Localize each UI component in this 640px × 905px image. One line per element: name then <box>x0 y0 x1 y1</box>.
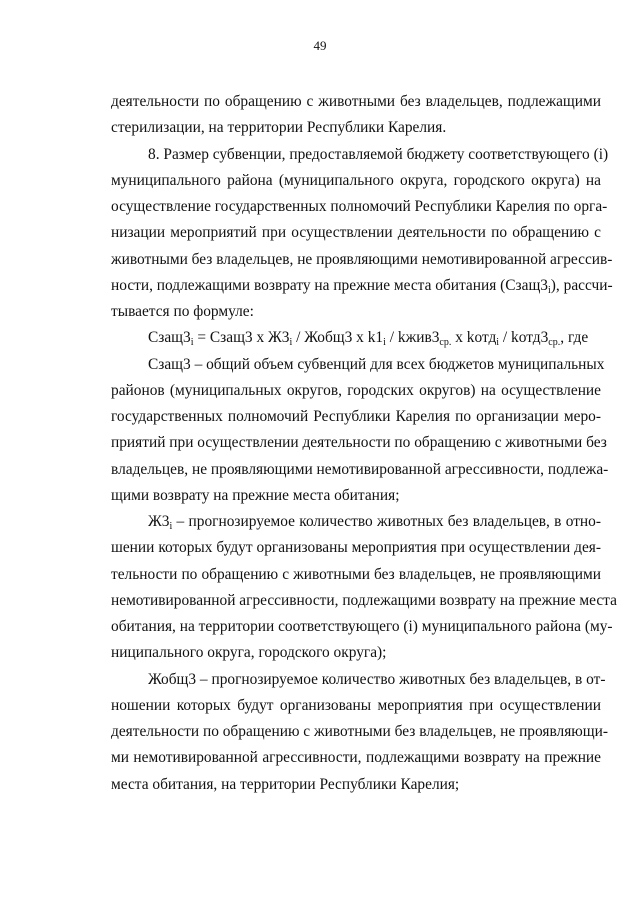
formula-part: / kотд3 <box>499 329 549 347</box>
text-line: деятельности по обращению с животными без владельцев, подлежащими <box>111 93 601 110</box>
text-fragment: ), рассчи- <box>550 276 613 294</box>
text-line: ми немотивированной агрессивности, подлежащими возврату на прежние <box>111 749 601 767</box>
text-line: животными без владельцев, не проявляющими немотивированной агрессив- <box>111 250 613 268</box>
formula-line <box>111 325 601 351</box>
subscript: i <box>383 337 386 349</box>
subscript: ср. <box>548 337 561 349</box>
text-line: муниципального района (муниципального округа, городского округа) на <box>111 171 601 189</box>
text-line: низации мероприятий при осуществлении деятельности по обращению с <box>111 224 601 242</box>
subscript: i <box>548 284 551 296</box>
text-line: тывается по формуле: <box>111 303 254 320</box>
text-fragment: ности, подлежащими возврату на прежние места обитания (Сзащ3 <box>111 276 549 294</box>
subscript: i <box>190 337 194 349</box>
text-line: ношении которых будут организованы мероприятия при осуществлении <box>111 696 601 714</box>
paragraph-start-line-with-subscript <box>111 509 601 535</box>
paragraph-start-line: Сзащ3 – общий объем субвенций для всех бюджетов муниципальных <box>148 355 605 373</box>
formula-part: / Жобщ3 x k1 <box>292 329 384 347</box>
text-line: осуществление государственных полномочий Республики Карелия по орга- <box>111 198 608 215</box>
subscript: i <box>289 337 293 349</box>
text-line-with-subscript <box>111 273 613 299</box>
text-line: деятельности по обращению с животными без владельцев, не проявляющи- <box>111 723 609 740</box>
text-line: владельцев, не проявляющими немотивированной агрессивности, подлежа- <box>111 460 609 478</box>
text-line: немотивированной агрессивности, подлежащими возврату на прежние места <box>111 591 617 609</box>
paragraph-start-line: 8. Размер субвенции, предоставляемой бюджету соответствующего (i) <box>148 145 609 163</box>
formula-part: Сзащ3 <box>148 329 191 347</box>
text-line: приятий при осуществлении деятельности по обращению с животными без <box>111 434 607 452</box>
text-line: ниципального округа, городского округа); <box>111 644 387 662</box>
text-line: тельности по обращению с животными без владельцев, не проявляющими <box>111 565 601 583</box>
text-fragment: – прогнозируемое количество животных без владельцев, в отно- <box>172 513 601 530</box>
text-line: места обитания, на территории Республики Карелия; <box>111 775 460 793</box>
text-line: шении которых будут организованы мероприятия при осуществлении дея- <box>111 539 601 557</box>
document-body <box>111 89 617 798</box>
text-line: районов (муниципальных округов, городских округов) на осуществление <box>111 381 601 399</box>
text-line: щими возврату на прежние места обитания; <box>111 486 400 504</box>
text-line: государственных полномочий Республики Карелия по организации меро- <box>111 408 601 425</box>
subscript: ср. <box>439 337 452 349</box>
formula-part: , где <box>560 329 589 347</box>
formula-part: = Сзащ3 x Ж3 <box>193 329 290 347</box>
text-fragment: Ж3 <box>148 513 170 530</box>
formula-part: / kжив3 <box>385 329 440 347</box>
text-line: стерилизации, на территории Республики Карелия. <box>111 119 447 137</box>
page-number: 49 <box>313 38 327 53</box>
formula-part: x kотд <box>451 329 497 347</box>
text-line: обитания, на территории соответствующего (i) муниципального района (му- <box>111 618 613 635</box>
subscript: i <box>169 521 173 532</box>
subscript: i <box>496 337 500 349</box>
paragraph-start-line: Жобщ3 – прогнозируемое количество животных без владельцев, в от- <box>148 670 606 688</box>
